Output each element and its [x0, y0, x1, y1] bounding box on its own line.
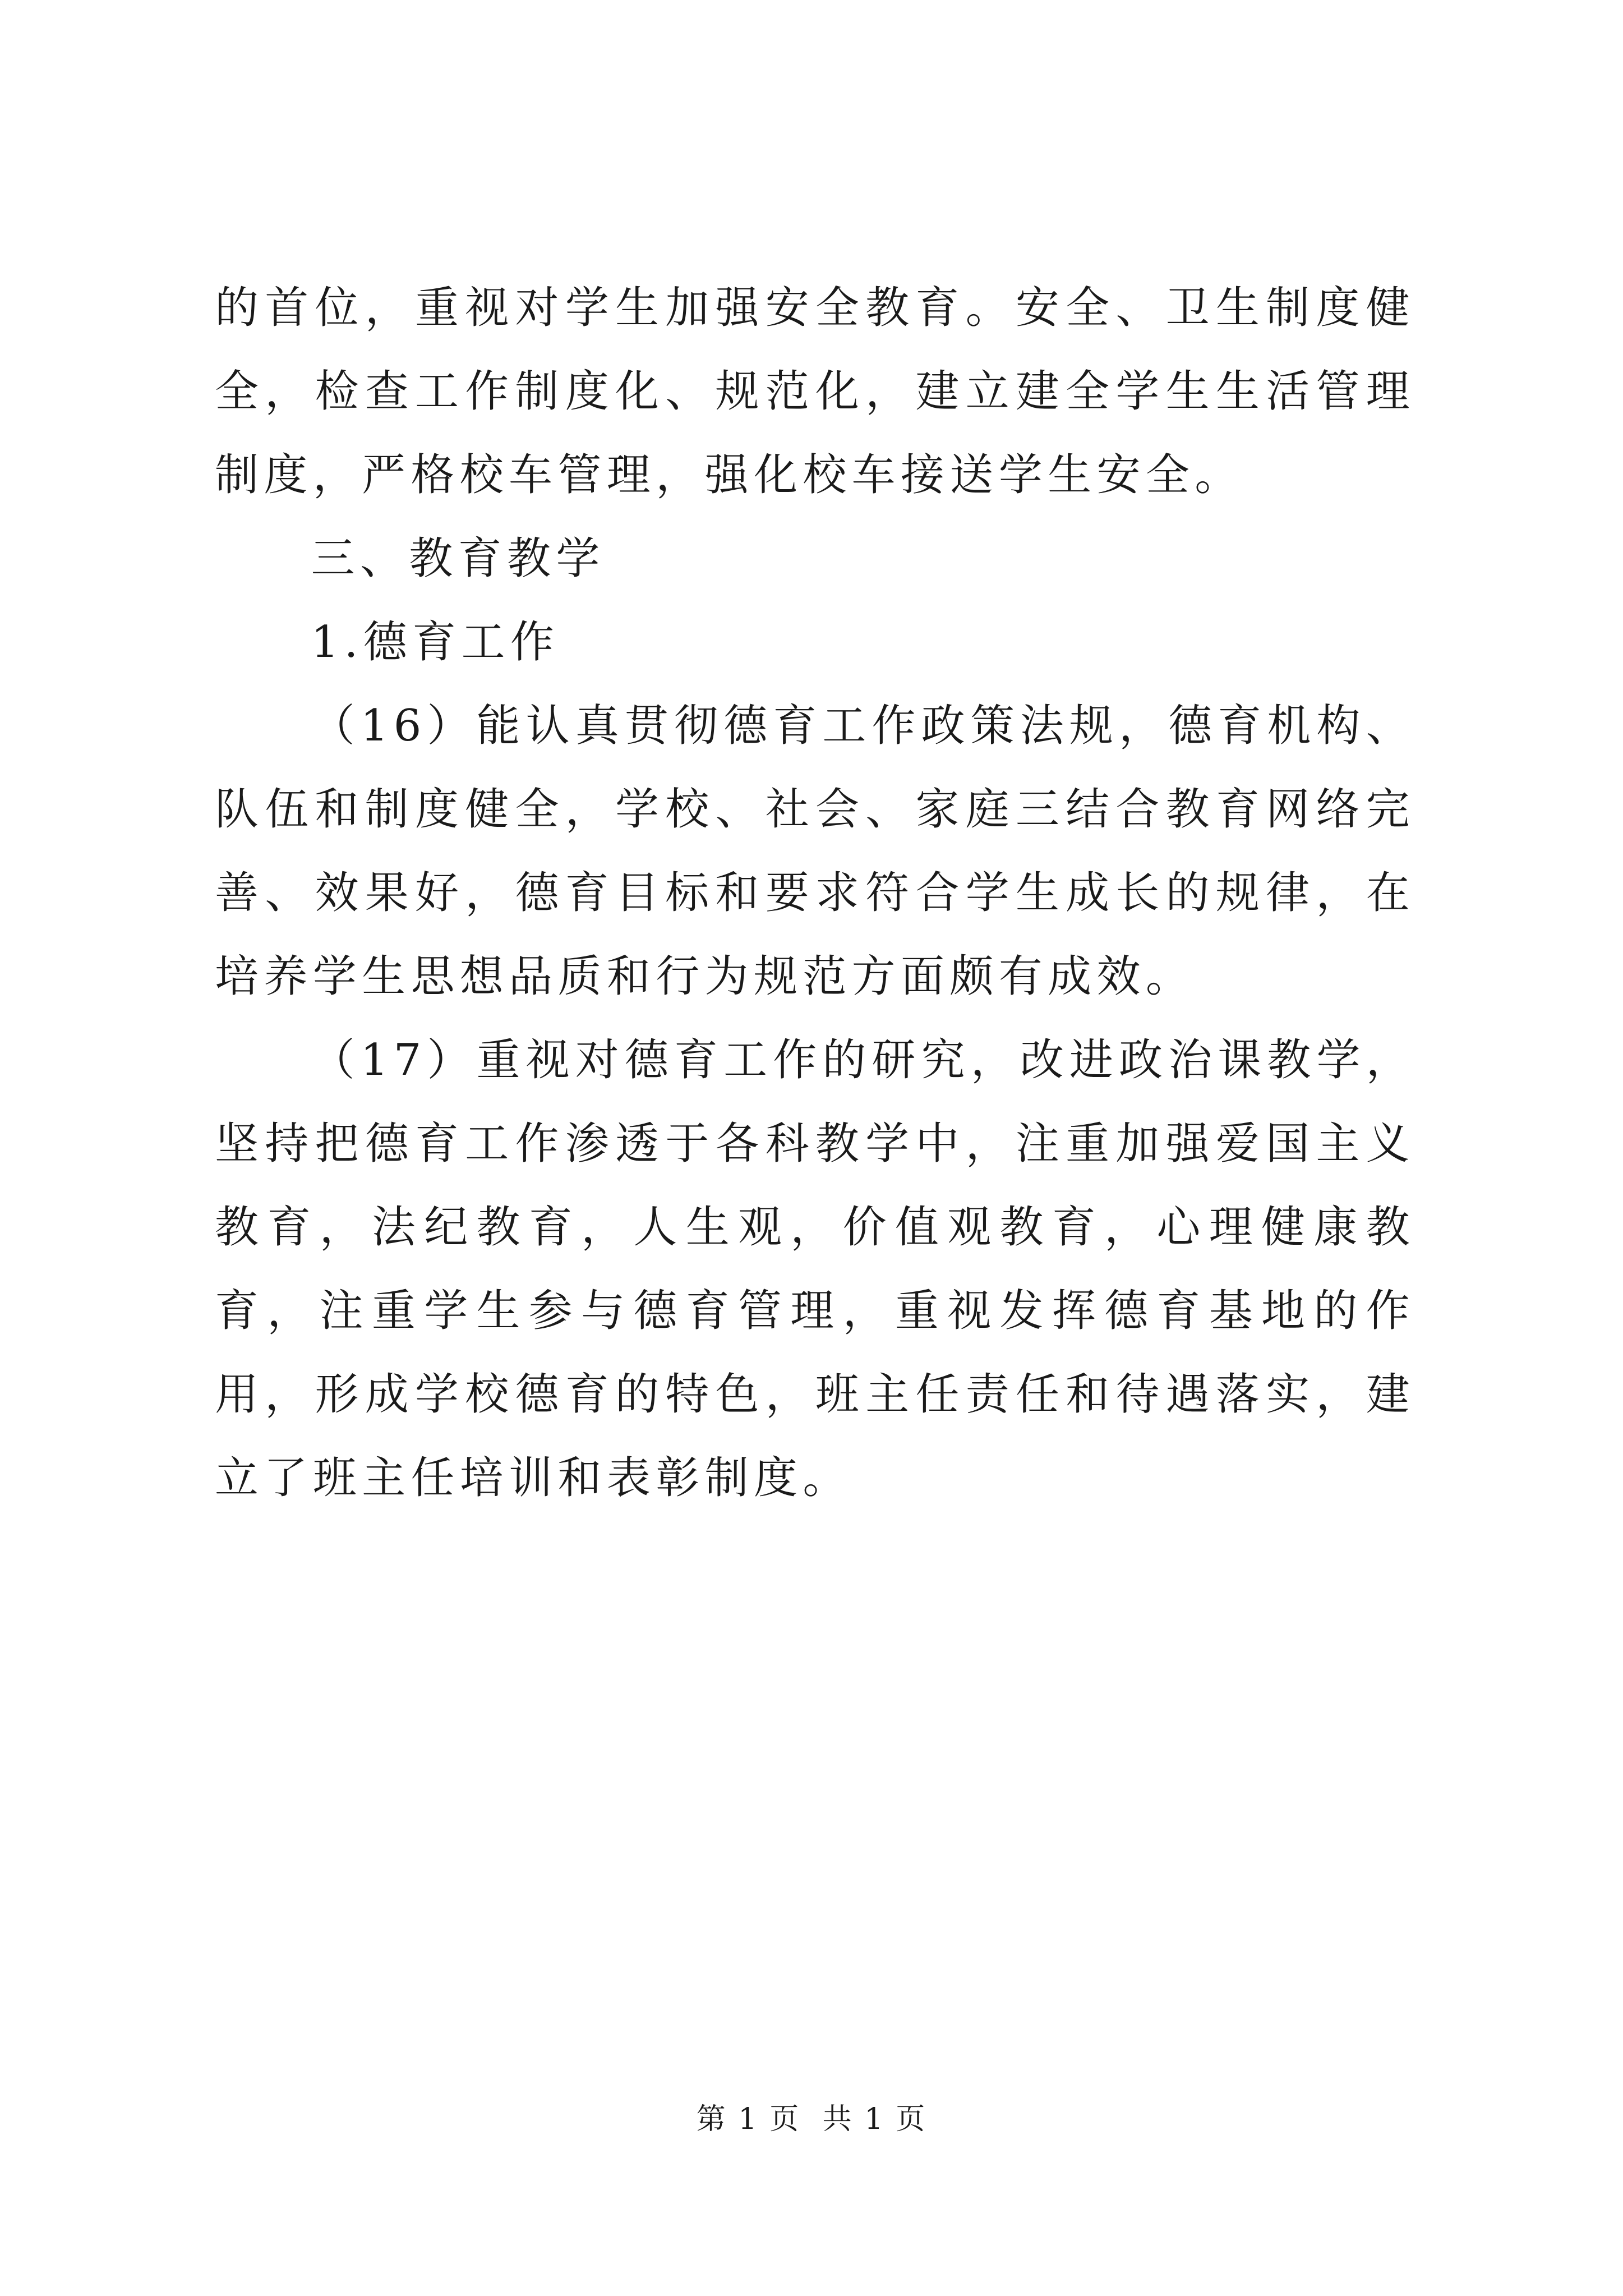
page-footer	[0, 2097, 1623, 2142]
paragraph-safety-continued: 的首位，重视对学生加强安全教育。安全、卫生制度健全，检查工作制度化、规范化，建立建全学生生活管理制度，严格校车管理，强化校车接送学生安全。	[215, 283, 1415, 500]
document-body	[215, 266, 1415, 1520]
paragraph-item-17: （17）重视对德育工作的研究，改进政治课教学，坚持把德育工作渗透于各科教学中，注重加强爱国主义教育，法纪教育，人生观，价值观教育，心理健康教育，注重学生参与德育管理，重视发挥德育基地的作用，形成学校德育的特色，班主任责任和待遇落实，建立了班主任培训和表彰制度。	[215, 1035, 1415, 1503]
paragraph-item-16: （16）能认真贯彻德育工作政策法规，德育机构、队伍和制度健全，学校、社会、家庭三结合教育网络完善、效果好，德育目标和要求符合学生成长的规律，在培养学生思想品质和行为规范方面颇有成效。	[215, 701, 1415, 1002]
page-number-label: 第 1 页 共 1 页	[696, 2102, 927, 2136]
section-heading-education: 三、教育教学	[311, 533, 605, 584]
subsection-heading-moral-education: 1.德育工作	[311, 617, 560, 668]
